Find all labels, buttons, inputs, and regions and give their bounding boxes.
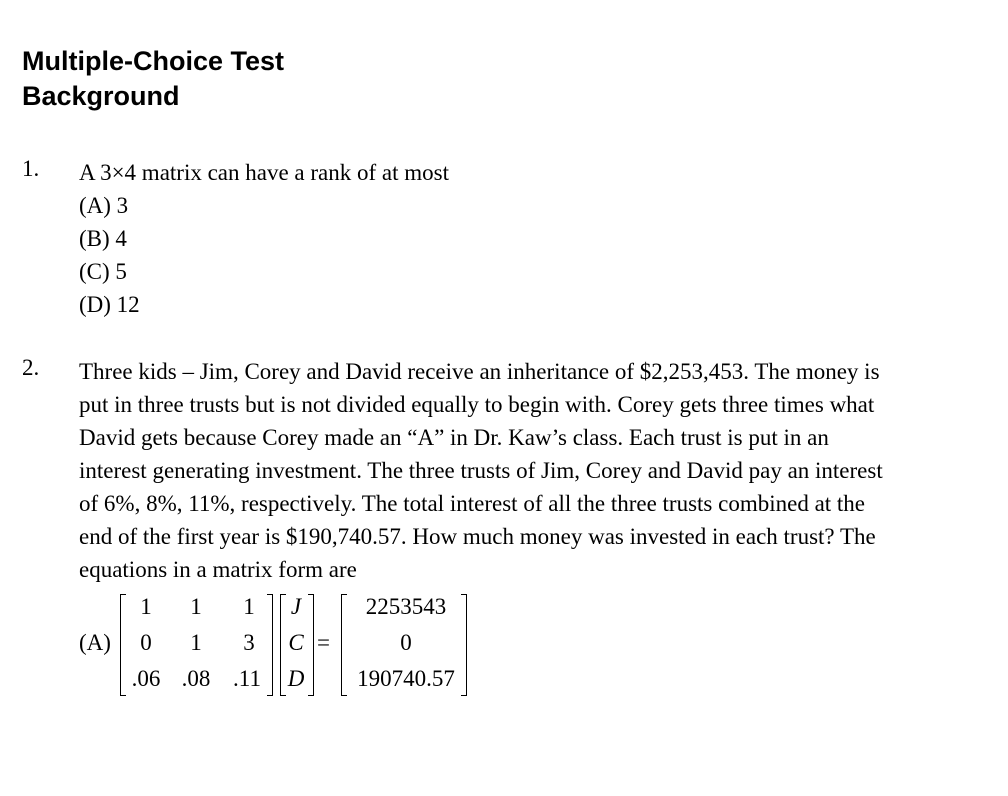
rhs-value: 2253543 — [365, 594, 447, 619]
matrix-cell: 1 — [190, 630, 202, 655]
equals-sign: = — [317, 630, 330, 655]
matrix-equation-option-a — [79, 590, 479, 702]
question-2-text-line: David gets because Corey made an “A” in Dr. Kaw’s class. Each trust is put in an — [79, 425, 829, 450]
question-1-stem: A 3×4 matrix can have a rank of at most — [79, 160, 449, 185]
heading-line-1: Multiple-Choice Test — [22, 46, 285, 76]
question-1-choice-a: (A) 3 — [79, 193, 129, 218]
question-2-text-line: put in three trusts but is not divided equally to begin with. Corey gets three times what — [79, 392, 875, 417]
unknown-d: D — [287, 666, 305, 691]
matrix-cell: .06 — [131, 666, 161, 691]
heading-line-2: Background — [22, 81, 180, 111]
option-a-label: (A) — [79, 630, 111, 655]
question-2 — [79, 355, 979, 586]
question-1-number: 1. — [22, 156, 40, 181]
question-2-number: 2. — [22, 355, 40, 380]
matrix-cell: 1 — [190, 594, 202, 619]
matrix-cell: 1 — [140, 594, 152, 619]
unknown-j: J — [290, 594, 302, 619]
matrix-cell: 0 — [140, 630, 152, 655]
question-2-text-line: of 6%, 8%, 11%, respectively. The total interest of all the three trusts combined at the — [79, 491, 866, 516]
question-1-choice-d: (D) 12 — [79, 292, 140, 317]
question-2-text-line: interest generating investment. The three trusts of Jim, Corey and David pay an interest — [79, 458, 883, 483]
question-1-choice-c: (C) 5 — [79, 259, 127, 284]
rhs-value: 190740.57 — [357, 666, 455, 691]
unknown-c: C — [288, 630, 304, 655]
unknowns-right-bracket — [308, 594, 314, 696]
question-1 — [79, 156, 449, 321]
rhs-value: 0 — [400, 630, 412, 655]
question-2-text-line: equations in a matrix form are — [79, 557, 357, 582]
matrix-cell: 3 — [243, 630, 255, 655]
question-2-text-line: Three kids – Jim, Corey and David receive an inheritance of $2,253,453. The money is — [79, 359, 880, 384]
question-1-choice-b: (B) 4 — [79, 226, 127, 251]
document-heading — [22, 44, 284, 114]
matrix-cell: .11 — [233, 666, 261, 691]
question-2-text-line: end of the first year is $190,740.57. How much money was invested in each trust? The — [79, 524, 876, 549]
matrix-cell: .08 — [181, 666, 211, 691]
coefficient-matrix-right-bracket — [267, 594, 273, 696]
rhs-right-bracket — [461, 594, 467, 696]
matrix-cell: 1 — [243, 594, 255, 619]
